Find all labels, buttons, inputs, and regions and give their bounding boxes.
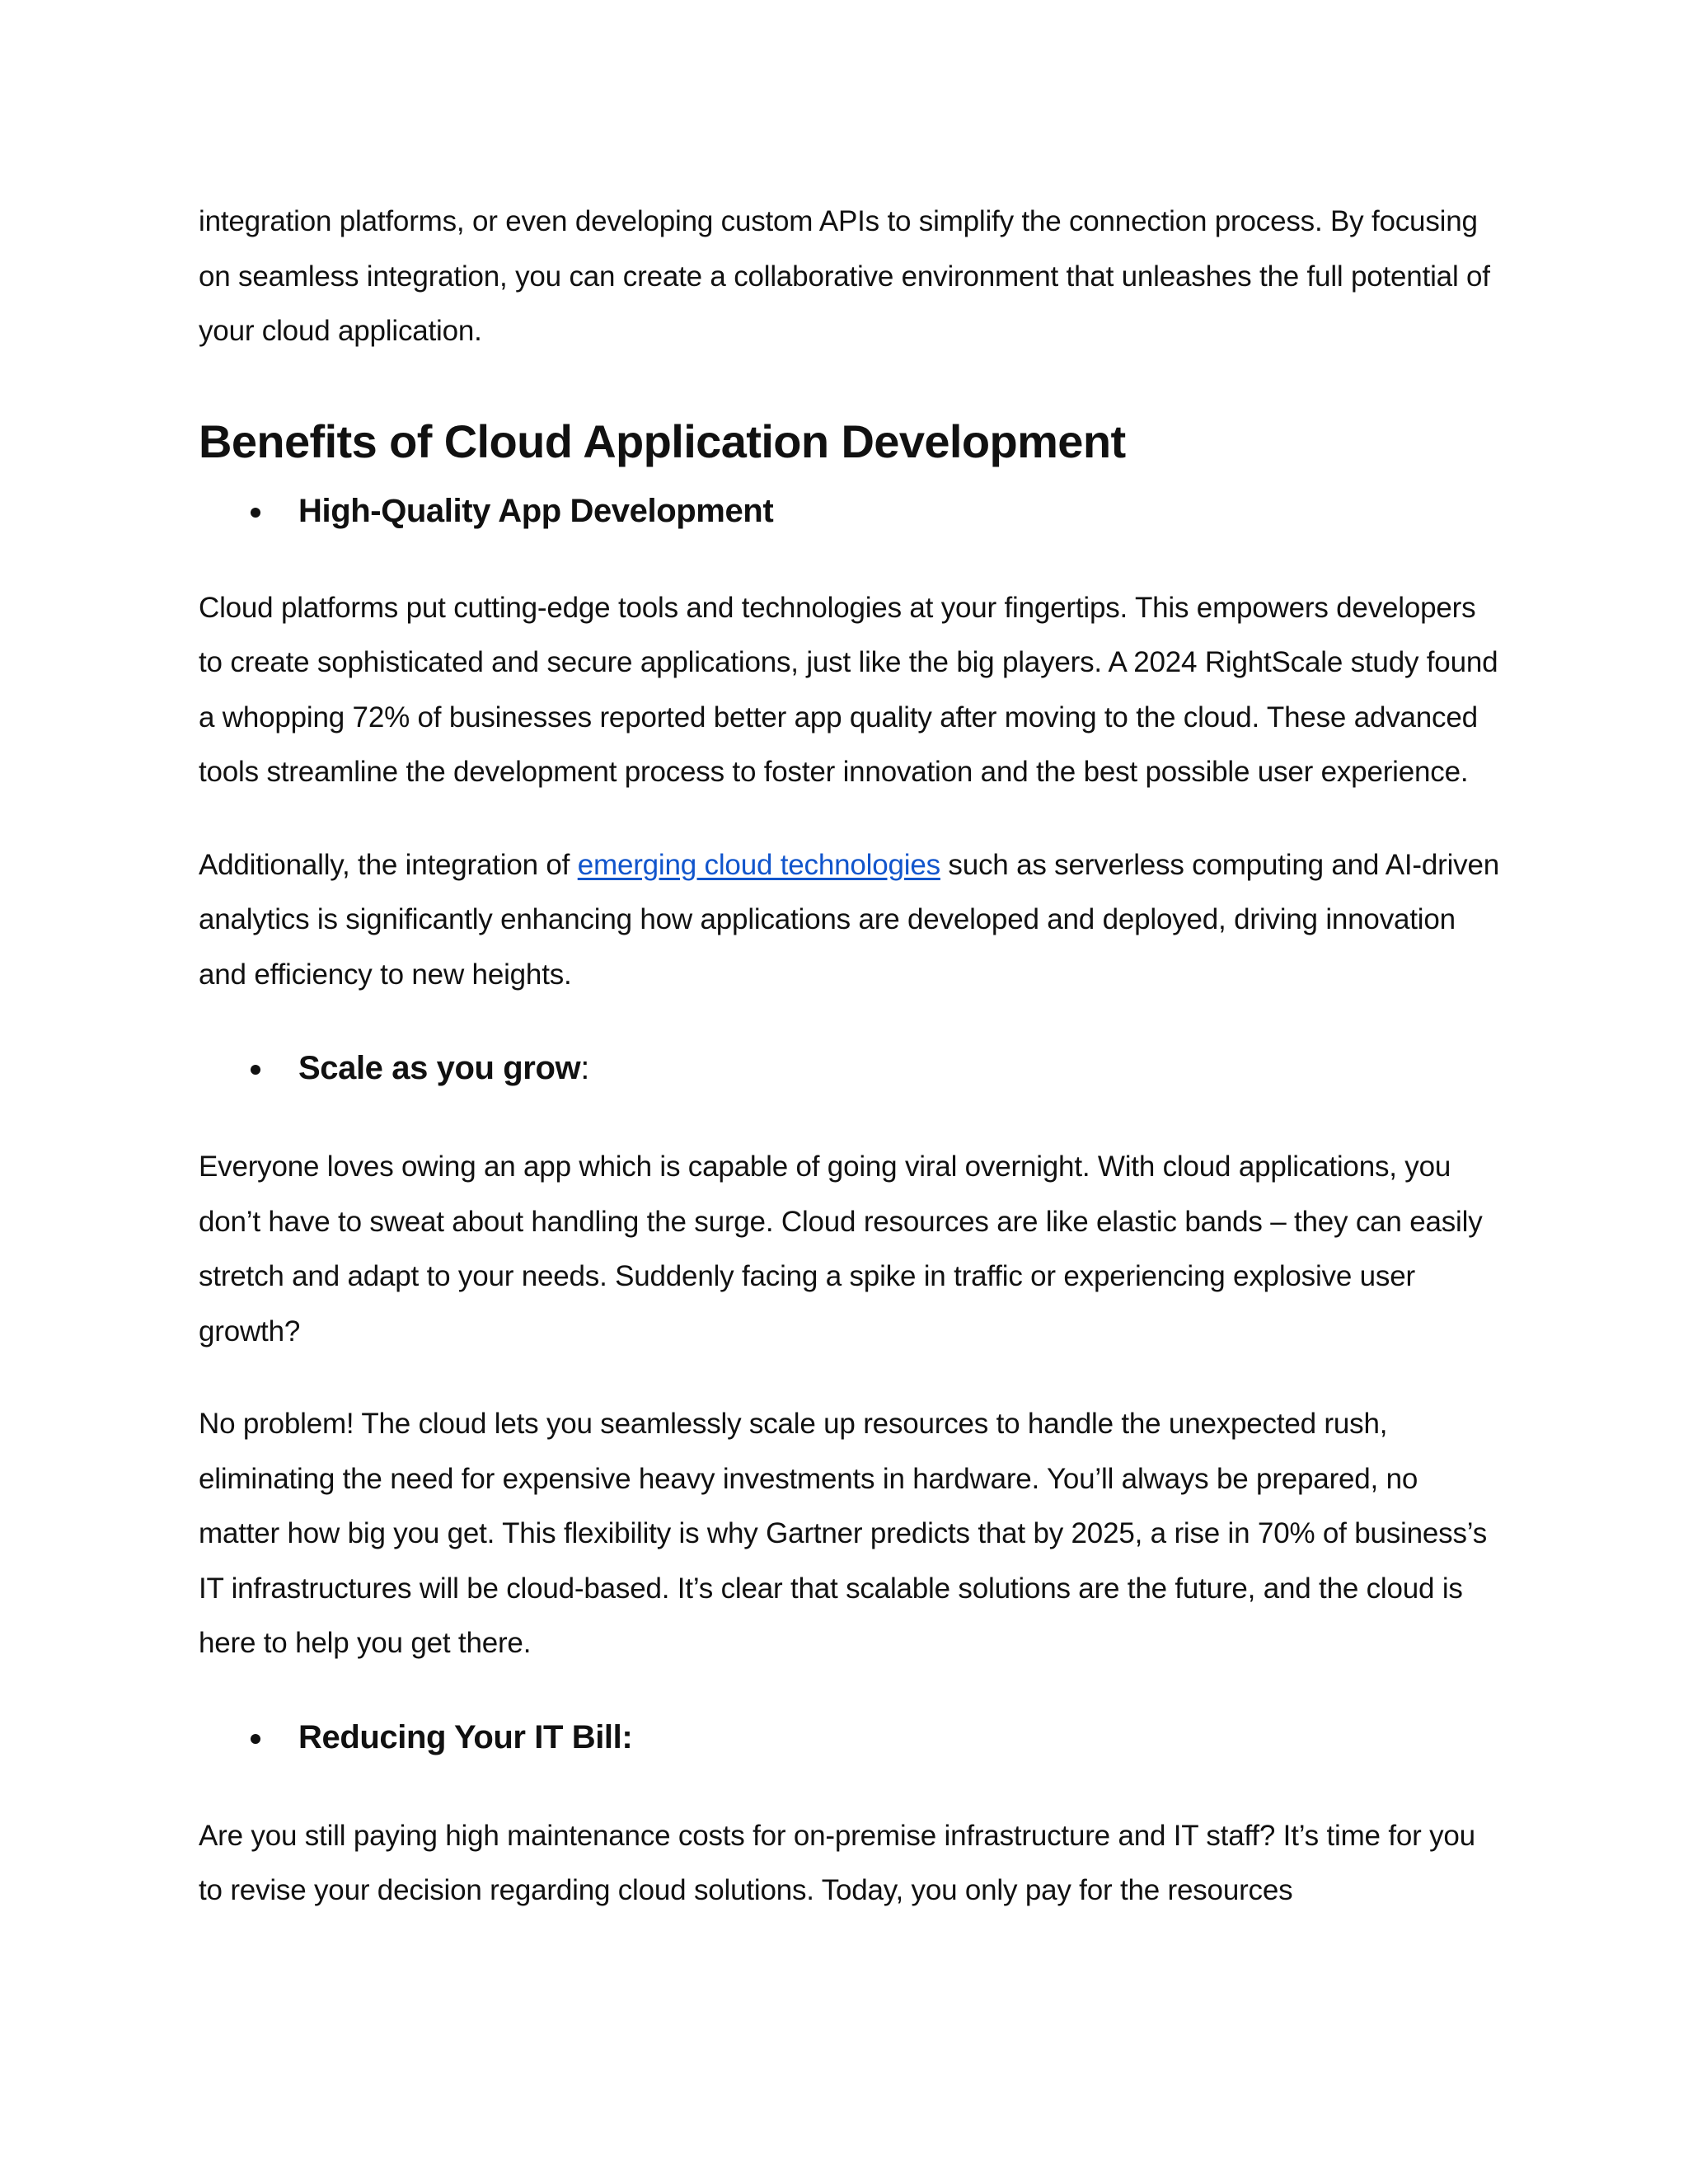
bullet-icon	[251, 1734, 260, 1744]
benefit-heading-high-quality	[199, 486, 1501, 536]
paragraph-text: Additionally, the integration of	[199, 848, 578, 881]
benefit-title: Reducing Your IT Bill:	[298, 1718, 633, 1755]
benefit-2-paragraph-2: No problem! The cloud lets you seamlessly scale up resources to handle the unexpected rush, eliminating the need for expensive heavy investments in hardware. You’ll always be prepared, no matter how big you get. This flexibility is why Gartner predicts that by 2025, a rise in 70% of business’s IT infrastructures will be cloud-based. It’s clear that scalable solutions are the future, and the cloud is here to help you get there.	[199, 1408, 1487, 1659]
intro-paragraph: integration platforms, or even developing custom APIs to simplify the connection process. By focusing on seamless integration, you can create a collaborative environment that unleashes the full potential of your cloud application.	[199, 205, 1490, 347]
document-page	[199, 194, 1501, 1919]
benefit-3-paragraph-1: Are you still paying high maintenance costs for on-premise infrastructure and IT staff? It’s time for you to revise your decision regarding cloud solutions. Today, you only pay for the resources	[199, 1819, 1475, 1906]
benefit-title-suffix: :	[580, 1050, 589, 1086]
benefit-heading-reducing-it-bill	[199, 1713, 1501, 1762]
benefit-title: Scale as you grow	[298, 1050, 581, 1086]
section-heading: Benefits of Cloud Application Development	[199, 415, 1126, 467]
bullet-icon	[251, 1065, 260, 1075]
benefit-title: High-Quality App Development	[298, 492, 774, 529]
bullet-icon	[251, 508, 260, 518]
benefit-2-paragraph-1: Everyone loves owing an app which is capable of going viral overnight. With cloud applications, you don’t have to sweat about handling the surge. Cloud resources are like elastic bands – they can easily stretch and adapt to your needs. Suddenly facing a spike in traffic or experiencing explosive user growth?	[199, 1151, 1483, 1347]
paragraph-text: such as serverless computing and AI-driven analytics is significantly enhancing how applications are developed and deployed, driving innovation and efficiency to new heights.	[199, 848, 1500, 991]
benefit-1-paragraph-2	[199, 838, 1501, 1003]
benefit-1-paragraph-1: Cloud platforms put cutting-edge tools and technologies at your fingertips. This empowers developers to create sophisticated and secure applications, just like the big players. A 2024 RightScale study found a whopping 72% of businesses reported better app quality after moving to the cloud. These advanced tools streamline the development process to foster innovation and the best possible user experience.	[199, 591, 1498, 788]
benefit-heading-scale	[199, 1043, 1501, 1093]
emerging-cloud-technologies-link[interactable]: emerging cloud technologies	[577, 848, 940, 881]
